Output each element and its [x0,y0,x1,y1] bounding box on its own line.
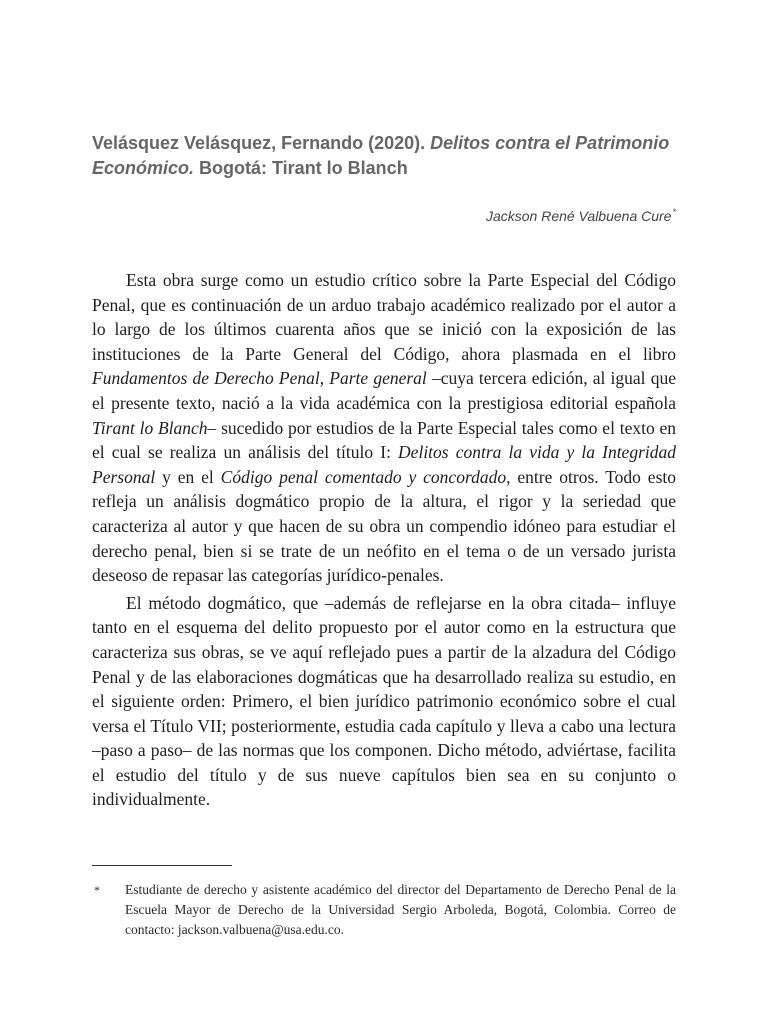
paragraph-1 [92,268,676,588]
paragraph-2: El método dogmático, que –además de reflejarse en la obra citada– influye tanto en el esquema del delito propuesto por el autor como en la estructura que caracteriza sus obras, se ve aquí reflejado pues a partir de la alzadura del Código Penal y de las elaboraciones dogmáticas que ha desarrollado realiza su estudio, en el siguiente orden: Primero, el bien jurídico patrimonio económico sobre el cual versa el Título VII; posteriormente, estudia cada capítulo y lleva a cabo una lectura –paso a paso– de las normas que los componen. Dicho método, adviértase, facilita el estudio del título y de sus nueve capítulos bien sea en su conjunto o individualmente. [92,592,676,810]
p1-text-3: – sucedido por estudios de la Parte Especial tales como el texto en el cual se realiza un análisis del título I: [92,417,676,463]
document-page [92,0,676,1024]
review-title [92,131,676,181]
footnote-text: Estudiante de derecho y asistente académico del director del Departamento de Derecho Penal de la Escuela Mayor de Derecho de la Universidad Sergio Arboleda, Bogotá, Colombia. Correo de contacto: jackson.valbuena@usa.edu.co. [125,882,676,937]
p1-text-2: –cuya tercera edición, al igual que el presente texto, nació a la vida académica con la prestigiosa editorial española [92,368,676,413]
title-book: Delitos contra el Patrimonio Económico. [92,133,670,178]
footnote-mark: * [94,883,100,897]
reviewer-name [486,207,676,224]
title-publisher: Bogotá: Tirant lo Blanch [194,158,408,178]
footnote-divider [92,865,232,866]
p1-italic-4: Código penal comentado y concordado, [220,466,511,487]
footnote [92,880,676,940]
p1-text-4: y en el [155,466,221,487]
body-text [92,268,676,815]
p1-text-1: Esta obra surge como un estudio crítico sobre la Parte Especial del Código Penal, que es continuación de un arduo trabajo académico realizado por el autor a lo largo de los últimos cuarenta años que se inició con la exposición de las instituciones de la Parte General del Código, ahora plasmada en el libro [92,270,676,364]
p1-italic-3: Delitos contra la vida y la Integridad Personal [92,442,676,487]
footnote-reference: * [672,207,676,217]
p1-italic-1: Fundamentos de Derecho Penal, Parte general [92,368,427,389]
p1-text-5: entre otros. Todo esto refleja un análisis dogmático propio de la altura, el rigor y la seriedad que caracteriza al autor y que hacen de su obra un compendio idóneo para estudiar el derecho penal, bien si se trate de un neófito en el tema o de un versado jurista deseoso de repasar las categorías jurídico-penales. [92,466,676,586]
p1-italic-2: Tirant lo Blanch [92,417,208,438]
title-author-year: Velásquez Velásquez, Fernando (2020). [92,133,431,153]
reviewer-name-text: Jackson René Valbuena Cure [485,208,672,224]
